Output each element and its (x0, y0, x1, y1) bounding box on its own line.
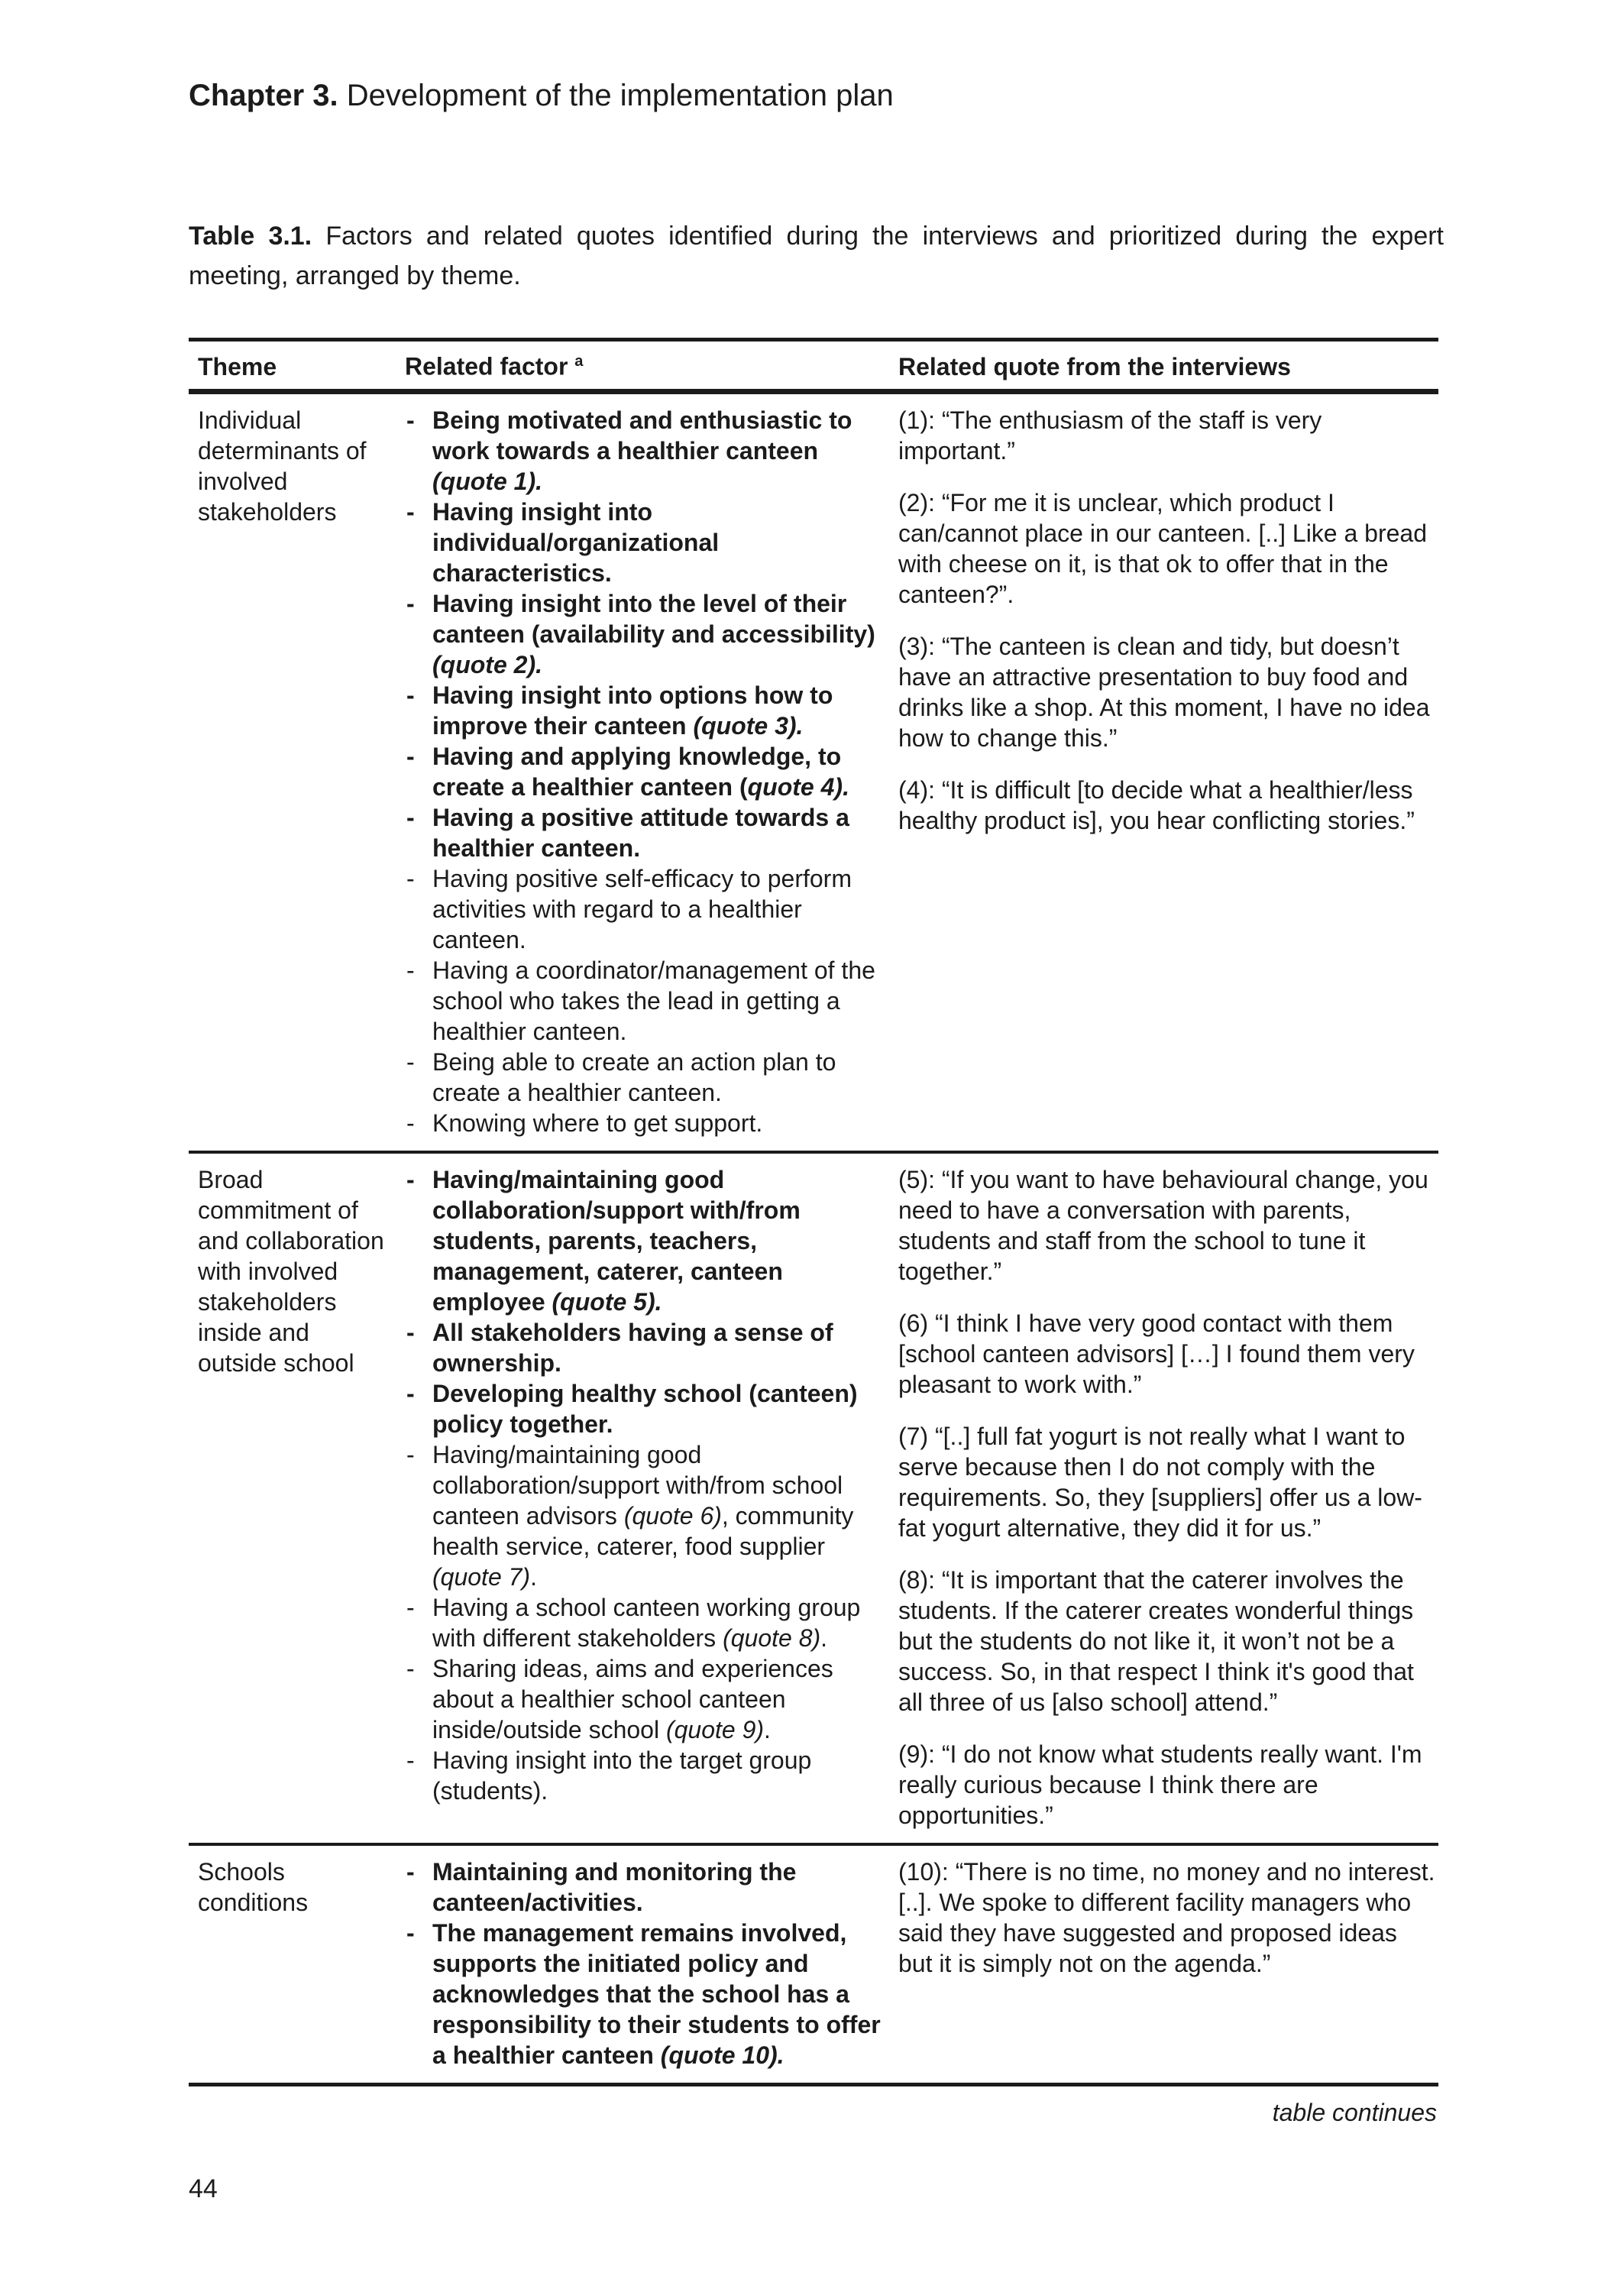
factor-text: Having insight into individual/organizational characteristics. (432, 497, 720, 587)
factor-text: Having/maintaining good collaboration/support with/from school canteen advisors (432, 1440, 843, 1530)
factor-text: Having insight into options how to improve their canteen (432, 681, 833, 740)
table-continues-note: table continues (1272, 2098, 1437, 2126)
table-row (189, 1152, 1438, 1844)
quote-reference: (quote 10). (660, 2041, 785, 2069)
factor-text: . (530, 1562, 537, 1591)
dash-bullet: - (406, 956, 415, 984)
factor-item (405, 1918, 885, 2070)
factor-item (405, 1164, 885, 1317)
factor-item (405, 1592, 885, 1653)
caption-text: Factors and related quotes identified during the interviews and prioritized during the expert meeting, arranged by theme. (189, 222, 1444, 290)
factor-text: Sharing ideas, aims and experiences about a healthier school canteen inside/outside school (432, 1654, 833, 1743)
table-caption (189, 216, 1444, 296)
dash-bullet: - (406, 681, 415, 709)
factor-text: Having a coordinator/management of the school who takes the lead in getting a healthier canteen. (432, 956, 875, 1045)
chapter-label: Chapter 3. (189, 79, 338, 112)
quote-paragraph: (1): “The enthusiasm of the staff is very important.” (898, 406, 1322, 465)
quote-paragraph: (7) “[..] full fat yogurt is not really what I want to serve because then I do not comply with the requirements. So, they [suppliers] offer us a low-fat yogurt alternative, they did it for us.” (898, 1422, 1422, 1542)
factor-item (405, 1653, 885, 1745)
factor-cell (405, 1844, 886, 2085)
table-body (189, 391, 1438, 2084)
quote-paragraph: (9): “I do not know what students really want. I'm really curious because I think there are opportunities.” (898, 1740, 1422, 1829)
factor-text: All stakeholders having a sense of ownership. (432, 1318, 833, 1377)
factor-text: Having insight into the level of their canteen (availability and accessibility) (432, 589, 875, 648)
quote-paragraph: (2): “For me it is unclear, which product I can/cannot place in our canteen. [..] Like a bread with cheese on it, is that ok to offer that in the canteen?”. (898, 488, 1428, 608)
table-row (189, 1844, 1438, 2085)
page-number: 44 (189, 2174, 218, 2203)
dash-bullet: - (406, 1654, 415, 1682)
quote-cell (886, 1152, 1438, 1844)
quote-reference: (quote 2). (432, 650, 542, 678)
chapter-title: Development of the implementation plan (338, 79, 894, 112)
factor-text: Developing healthy school (canteen) policy together. (432, 1379, 858, 1438)
factor-item (405, 497, 885, 588)
factor-text: , community health service, caterer, food supplier (432, 1501, 854, 1560)
factor-text: Being motivated and enthusiastic to work towards a healthier canteen (432, 406, 852, 465)
dash-bullet: - (406, 497, 415, 526)
column-header-related-quote: Related quote from the interviews (886, 340, 1438, 392)
dash-bullet: - (406, 1440, 415, 1468)
factor-item (405, 1047, 885, 1108)
dash-bullet: - (406, 742, 415, 770)
chapter-header (189, 76, 894, 115)
factor-text: Maintaining and monitoring the canteen/activities. (432, 1857, 797, 1916)
factor-text: Having a school canteen working group with different stakeholders (432, 1593, 861, 1652)
dash-bullet: - (406, 1918, 415, 1947)
dash-bullet: - (406, 1857, 415, 1886)
quote-paragraph: (10): “There is no time, no money and no interest. [..]. We spoke to different facility managers who said they have suggested and proposed ideas but it is simply not on the agenda.” (898, 1857, 1435, 1977)
factor-item (405, 802, 885, 863)
caption-label: Table 3.1. (189, 222, 312, 251)
factor-text: Having positive self-efficacy to perform activities with regard to a healthier canteen. (432, 864, 852, 953)
dash-bullet: - (406, 864, 415, 892)
table-header-row (189, 340, 1438, 392)
factor-text: The management remains involved, supports the initiated policy and acknowledges that the school has a responsibility to their students to offer a healthier canteen (432, 1918, 881, 2069)
quote-cell (886, 391, 1438, 1152)
theme-cell: Schools conditions (189, 1844, 405, 2085)
table-3-1 (189, 338, 1438, 2127)
factor-item (405, 955, 885, 1047)
quote-reference: (quote 5). (552, 1287, 662, 1316)
factor-cell (405, 391, 886, 1152)
footnote-mark: a (574, 353, 584, 370)
factor-item (405, 1378, 885, 1439)
factor-text: Having and applying knowledge, to create a healthier canteen ( (432, 742, 842, 801)
dash-bullet: - (406, 589, 415, 617)
factor-text: Knowing where to get support. (432, 1109, 763, 1137)
dash-bullet: - (406, 1746, 415, 1774)
factor-cell (405, 1152, 886, 1844)
quote-paragraph: (6) “I think I have very good contact with them [school canteen advisors] […] I found them very pleasant to work with.” (898, 1309, 1415, 1398)
factor-item (405, 405, 885, 497)
quote-paragraph: (4): “It is difficult [to decide what a healthier/less healthy product is], you hear conflicting stories.” (898, 775, 1415, 834)
dash-bullet: - (406, 1379, 415, 1407)
quote-reference: (quote 6) (623, 1501, 722, 1530)
factor-item (405, 1108, 885, 1138)
factor-item (405, 680, 885, 741)
quote-reference: (quote 3). (693, 711, 804, 740)
column-header-theme: Theme (189, 340, 405, 392)
quote-cell (886, 1844, 1438, 2085)
dash-bullet: - (406, 1318, 415, 1346)
quote-reference: (quote 9) (665, 1715, 765, 1743)
factor-text: Having insight into the target group (students). (432, 1746, 812, 1805)
factor-item (405, 1745, 885, 1806)
quote-reference: (quote 8) (723, 1624, 821, 1652)
factor-text: . (764, 1715, 771, 1743)
factor-text: Being able to create an action plan to create a healthier canteen. (432, 1047, 836, 1106)
dash-bullet: - (406, 1165, 415, 1193)
table-row (189, 391, 1438, 1152)
dash-bullet: - (406, 803, 415, 831)
quote-reference: (quote 1). (432, 467, 542, 495)
quote-paragraph: (5): “If you want to have behavioural change, you need to have a conversation with parents, students and staff from the school to tune it together.” (898, 1165, 1428, 1285)
theme-cell: Individual determinants of involved stakeholders (189, 391, 405, 1152)
quote-paragraph: (8): “It is important that the caterer involves the students. If the caterer creates wonderful things but the students do not like it, it won’t not be a success. So, in that respect I think it's good that all three of us [also school] attend.” (898, 1565, 1414, 1716)
factor-text: Having/maintaining good collaboration/support with/from students, parents, teachers, management, caterer, canteen employee (432, 1165, 801, 1316)
theme-cell: Broad commitment of and collaboration with involved stakeholders inside and outside school (189, 1152, 405, 1844)
dash-bullet: - (406, 1109, 415, 1137)
dash-bullet: - (406, 1593, 415, 1621)
factor-item (405, 588, 885, 680)
quote-reference: quote 4). (747, 772, 849, 801)
quote-reference: (quote 7) (432, 1562, 531, 1591)
quote-paragraph: (3): “The canteen is clean and tidy, but doesn’t have an attractive presentation to buy food and drinks like a shop. At this moment, I have no idea how to change this.” (898, 632, 1430, 752)
dash-bullet: - (406, 406, 415, 434)
factor-text: . (820, 1624, 828, 1652)
factor-item (405, 863, 885, 955)
factor-item (405, 741, 885, 802)
factor-item (405, 1857, 885, 1918)
factor-item (405, 1439, 885, 1592)
factor-text: Having a positive attitude towards a healthier canteen. (432, 803, 849, 862)
factors-quotes-table (189, 338, 1438, 2086)
dash-bullet: - (406, 1047, 415, 1076)
column-header-related-factor: Related factor $^a$ (405, 340, 886, 392)
factor-item (405, 1317, 885, 1378)
